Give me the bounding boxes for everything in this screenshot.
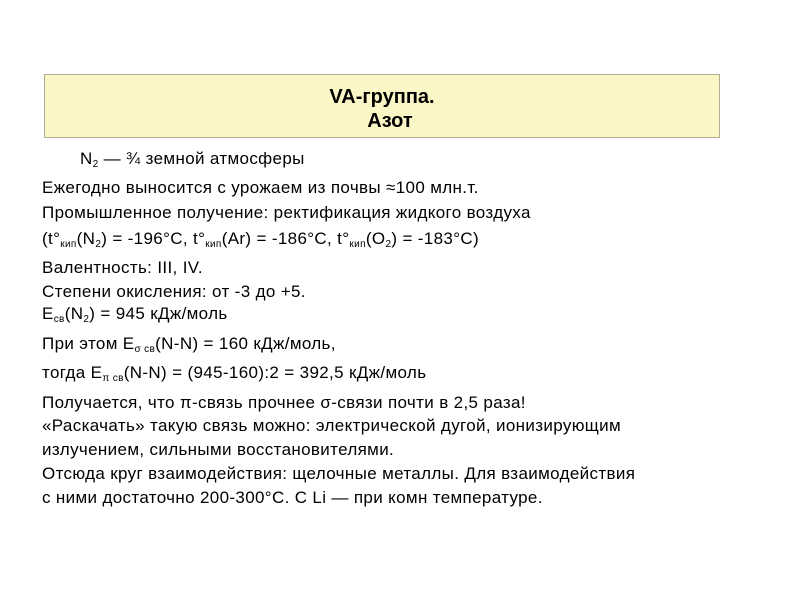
- text-line: тогда $E_{\pi св}(N-N)$ = (945-160):2 = 392,5 кДж/моль: [42, 363, 427, 384]
- text-line: $N_2$ — ¾ земной атмосферы: [80, 149, 305, 170]
- text-line: При этом $E_{\sigma св}(N-N) = 160$ кДж/моль,: [42, 334, 336, 355]
- text-line: Промышленное получение: ректификация жидкого воздуха: [42, 203, 531, 222]
- text-line: с ними достаточно 200-300°C. С Li — при комн температуре.: [42, 488, 543, 507]
- text-line: Валентность: III, IV.: [42, 258, 203, 277]
- title-box: [44, 74, 720, 138]
- text-line: $E_{св}(N_2) = 945$ кДж/моль: [42, 304, 228, 325]
- text-line: «Раскачать» такую связь можно: электрической дугой, ионизирующим: [42, 416, 622, 435]
- slide-title: VA-группа.: [329, 86, 435, 108]
- text-line: Получается, что π-связь прочнее σ-связи почти в 2,5 раза!: [42, 393, 526, 412]
- text-line: излучением, сильными восстановителями.: [42, 440, 395, 459]
- text-line: Степени окисления: от -3 до +5.: [42, 282, 306, 301]
- text-line: Отсюда круг взаимодействия: щелочные металлы. Для взаимодействия: [42, 464, 636, 483]
- slide-subtitle: Азот: [367, 110, 413, 132]
- text-line: Ежегодно выносится с урожаем из почвы ≈100 млн.т.: [42, 178, 479, 197]
- text-line: ($t^\circ кип(N_2) = -196^\circ C$, t°кип(Ar) = -186°C, $t^\circ кип(O_2) = -183^\circ C$): [42, 229, 480, 250]
